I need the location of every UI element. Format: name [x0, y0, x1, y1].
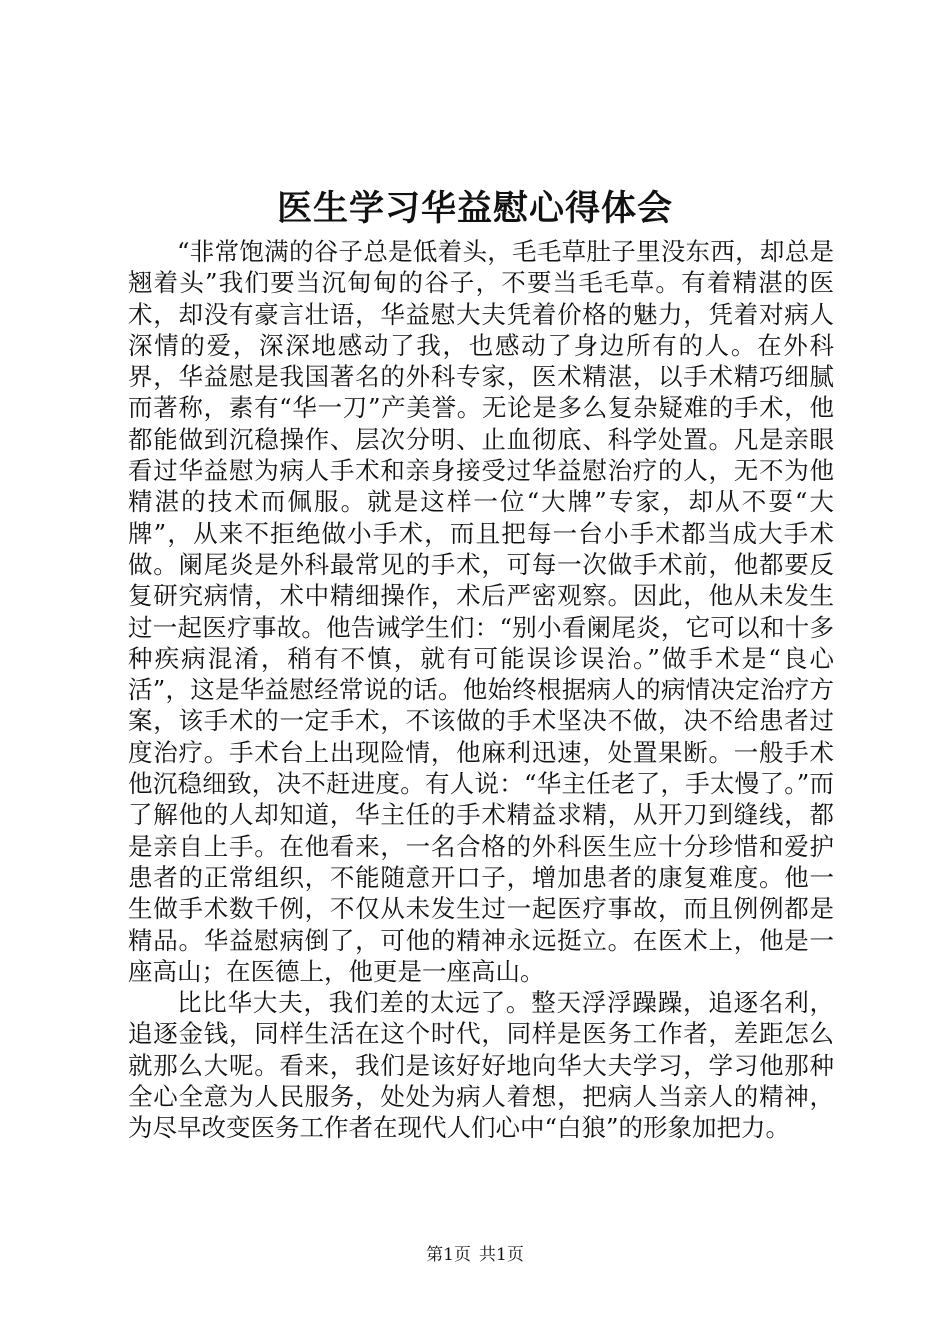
document-body: [128, 236, 834, 1144]
page-footer: [0, 1243, 950, 1267]
document-title: 医生学习华益慰心得体会: [276, 188, 673, 229]
paragraph-1: “非常饱满的谷子总是低着头，毛毛草肚子里没东西，却总是翘着头”我们要当沉甸甸的谷子，不要当毛毛草。有着精湛的医术，却没有豪言壮语，华益慰大夫凭着价格的魅力，凭着对病人深情的爱，深深地感动了我，也感动了身边所有的人。在外科界，华益慰是我国著名的外科专家，医术精湛，以手术精巧细腻而著称，素有“华一刀”产美誉。无论是多么复杂疑难的手术，他都能做到沉稳操作、层次分明、止血彻底、科学处置。凡是亲眼看过华益慰为病人手术和亲身接受过华益慰治疗的人，无不为他精湛的技术而佩服。就是这样一位“大牌”专家，却从不耍“大牌”，从来不拒绝做小手术，而且把每一台小手术都当成大手术做。阑尾炎是外科最常见的手术，可每一次做手术前，他都要反复研究病情，术中精细操作，术后严密观察。因此，他从未发生过一起医疗事故。他告诫学生们：“别小看阑尾炎，它可以和十多种疾病混淆，稍有不慎，就有可能误诊误治。”做手术是“良心活”，这是华益慰经常说的话。他始终根据病人的病情决定治疗方案，该手术的一定手术，不该做的手术坚决不做，决不给患者过度治疗。手术台上出现险情，他麻利迅速，处置果断。一般手术他沉稳细致，决不赶进度。有人说：“华主任老了，手太慢了。”而了解他的人却知道，华主任的手术精益求精，从开刀到缝线，都是亲自上手。在他看来，一名合格的外科医生应十分珍惜和爱护患者的正常组织，不能随意开口子，增加患者的康复难度。他一生做手术数千例，不仅从未发生过一起医疗事故，而且例例都是精品。华益慰病倒了，可他的精神永远挺立。在医术上，他是一座高山；在医德上，他更是一座高山。: [128, 237, 834, 986]
paragraph-2: 比比华大夫，我们差的太远了。整天浮浮躁躁，追逐名利，追逐金钱，同样生活在这个时代，同样是医务工作者，差距怎么就那么大呢。看来，我们是该好好地向华大夫学习，学习他那种全心全意为人民服务，处处为病人着想，把病人当亲人的精神，为尽早改变医务工作者在现代人们心中“白狼”的形象加把力。: [128, 988, 834, 1143]
page-number-current: 第1页: [426, 1245, 471, 1265]
page-number-total: 共1页: [479, 1245, 524, 1265]
